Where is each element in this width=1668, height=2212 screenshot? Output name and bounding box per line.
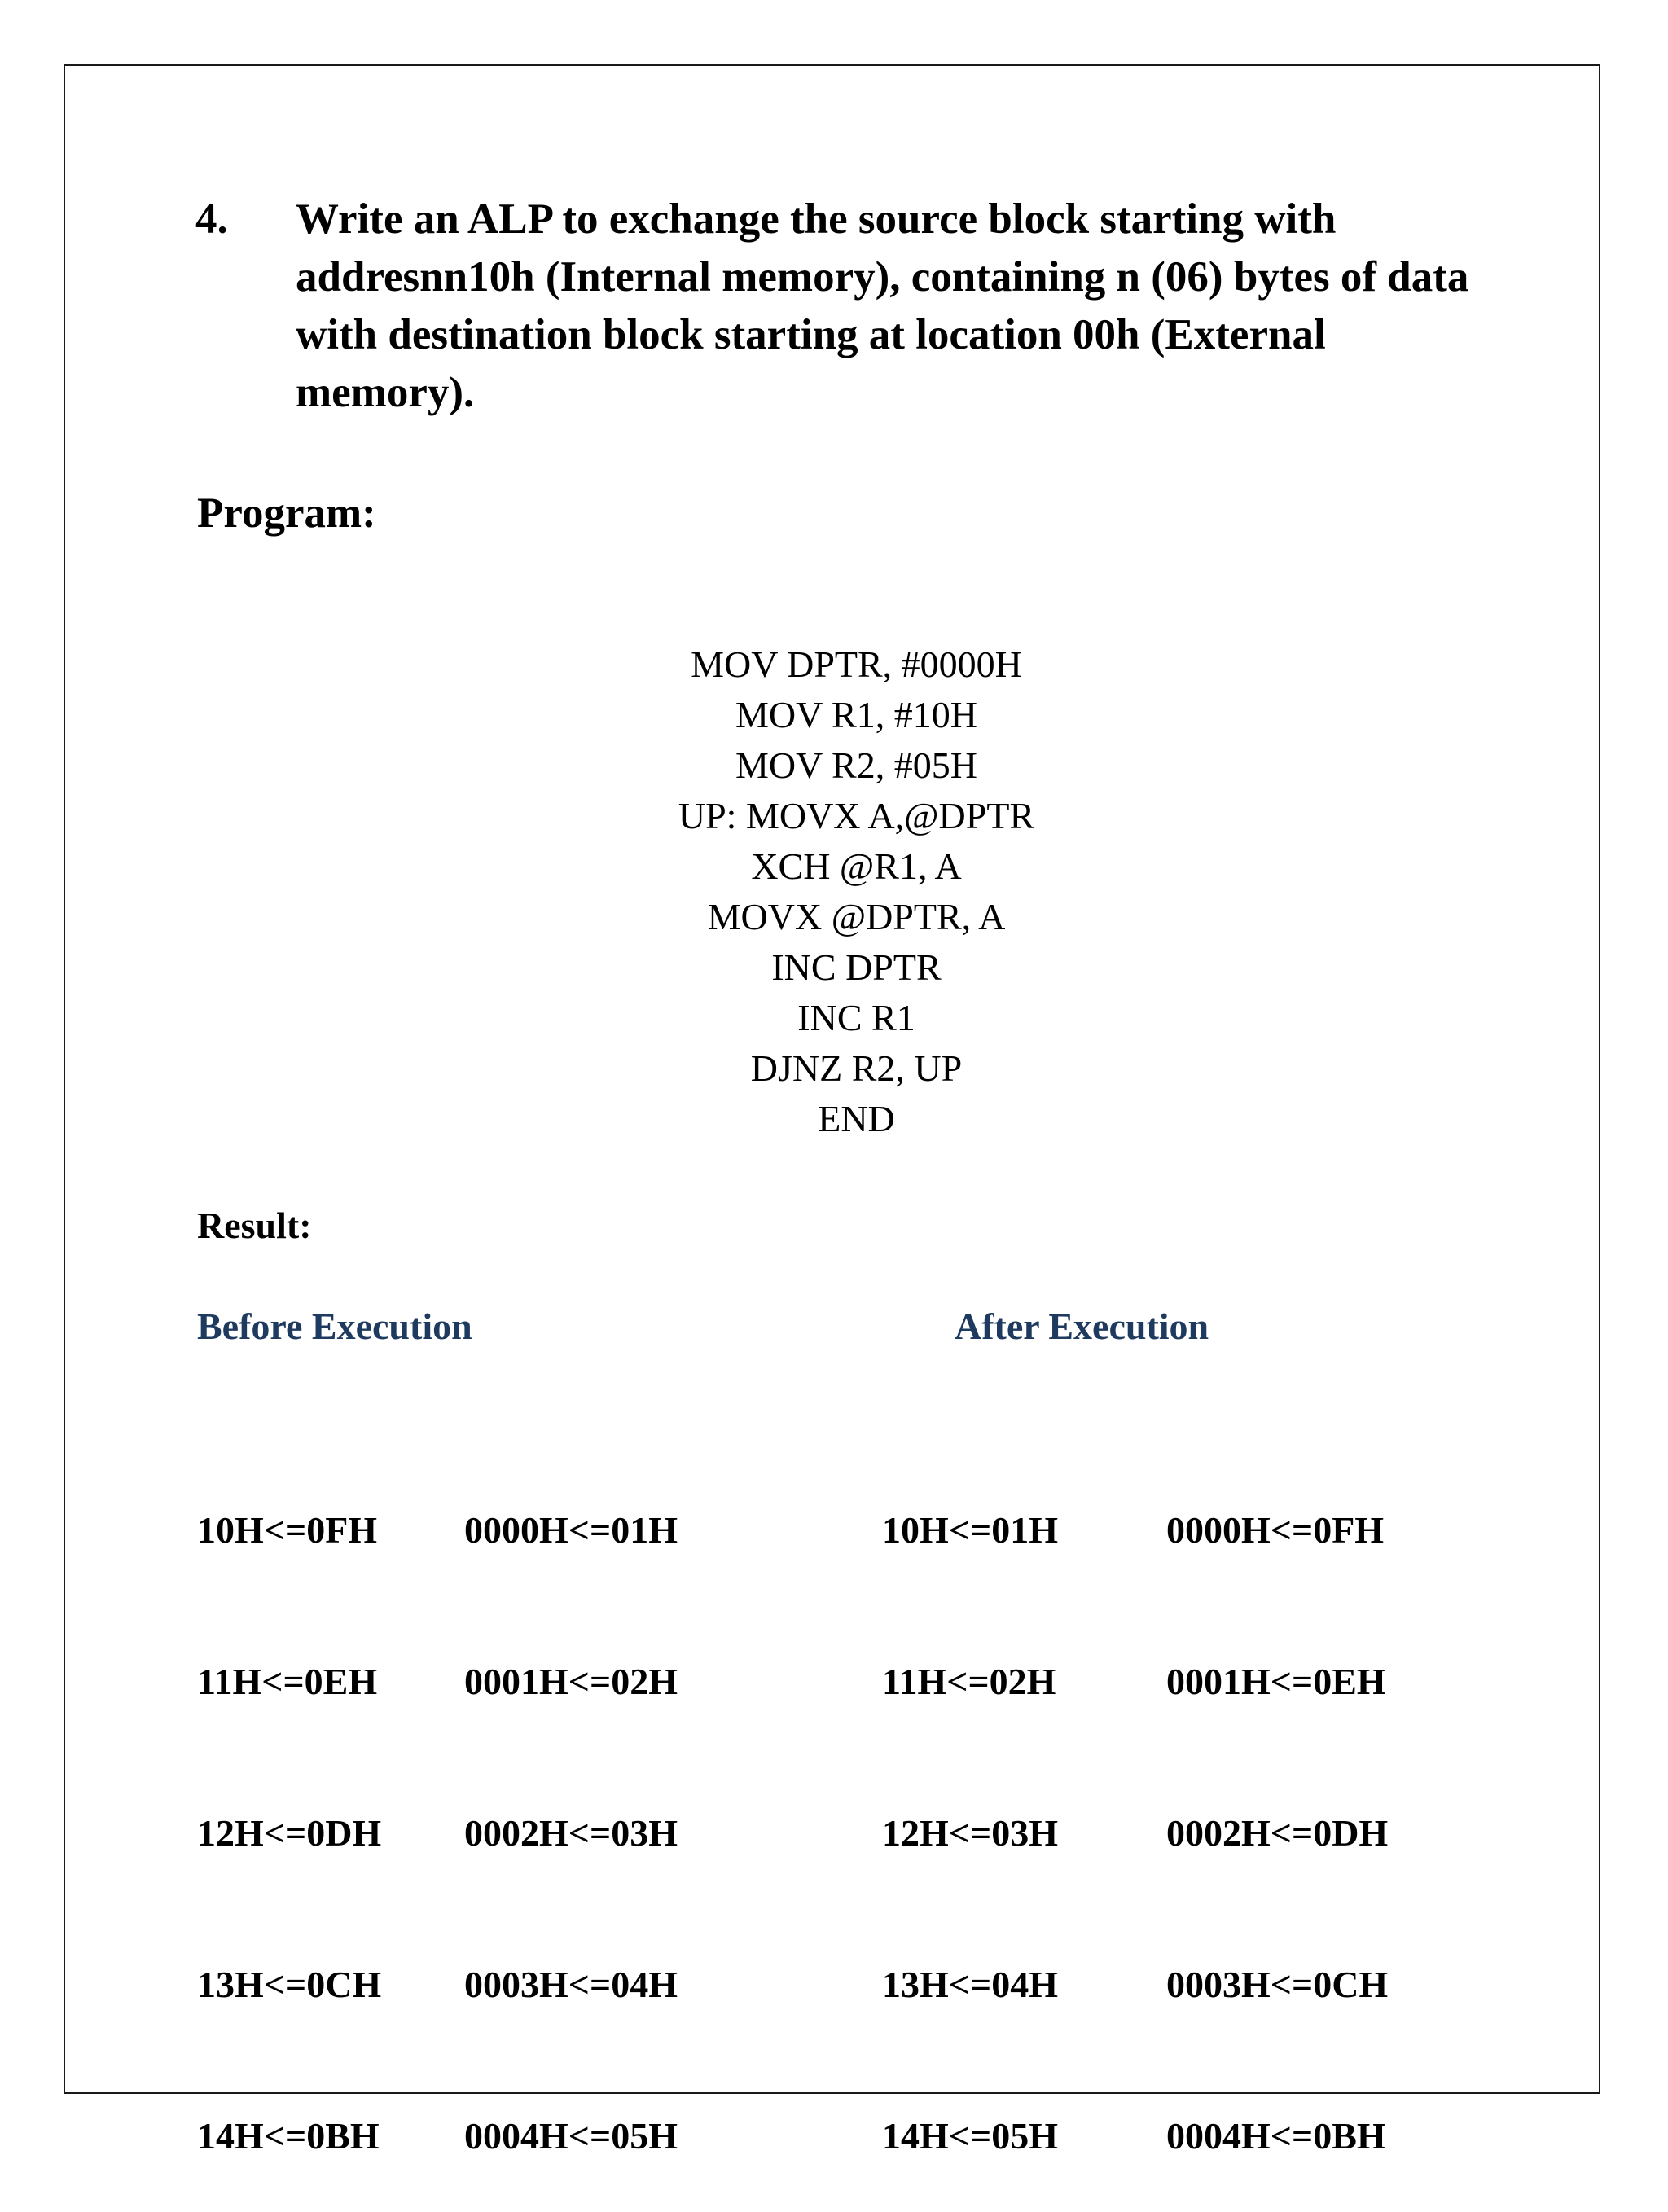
- memory-entry: 14H<=05H: [882, 2115, 1058, 2157]
- memory-entry: 0003H<=04H: [464, 1964, 678, 2005]
- code-line: MOV R1, #10H: [735, 694, 977, 735]
- code-line: MOV R2, #05H: [735, 744, 977, 786]
- code-line: XCH @R1, A: [751, 845, 962, 887]
- code-line: MOVX @DPTR, A: [707, 896, 1006, 937]
- memory-entry: 12H<=0DH: [197, 1812, 382, 1854]
- memory-entry: 0001H<=02H: [464, 1661, 678, 1702]
- before-internal-column: [197, 1404, 381, 2212]
- memory-entry: 10H<=0FH: [197, 1509, 378, 1551]
- code-line: MOV DPTR, #0000H: [691, 643, 1022, 685]
- memory-entry: 0002H<=0DH: [1166, 1812, 1389, 1854]
- result-heading: Result:: [197, 1205, 312, 1246]
- memory-entry: 0000H<=01H: [464, 1509, 678, 1551]
- memory-entry: 14H<=0BH: [197, 2115, 380, 2157]
- code-block: [0, 639, 1668, 1144]
- memory-entry: 12H<=03H: [882, 1812, 1058, 1854]
- memory-entry: 0004H<=05H: [464, 2115, 678, 2157]
- memory-entry: 0000H<=0FH: [1166, 1509, 1385, 1551]
- before-external-column: [464, 1404, 678, 2212]
- question: [195, 191, 1482, 422]
- after-external-column: [1166, 1404, 1388, 2212]
- code-line: INC DPTR: [771, 946, 942, 988]
- code-line: END: [818, 1098, 895, 1139]
- memory-entry: 13H<=0CH: [197, 1964, 382, 2005]
- program-heading: Program:: [197, 489, 376, 537]
- before-execution-heading: Before Execution: [197, 1306, 472, 1347]
- after-execution-heading: After Execution: [955, 1306, 1209, 1347]
- code-line: INC R1: [797, 997, 915, 1038]
- memory-entry: 11H<=02H: [882, 1661, 1056, 1702]
- memory-entry: 10H<=01H: [882, 1509, 1058, 1551]
- code-line: UP: MOVX A,@DPTR: [678, 795, 1035, 836]
- memory-entry: 13H<=04H: [882, 1964, 1058, 2005]
- memory-entry: 11H<=0EH: [197, 1661, 378, 1702]
- memory-entry: 0001H<=0EH: [1166, 1661, 1386, 1702]
- after-internal-column: [882, 1404, 1058, 2212]
- question-text: Write an ALP to exchange the source block starting with addresnn10h (Internal memory), containing n (06) bytes of data with destination block starting at location 00h (External memory).: [296, 195, 1469, 416]
- memory-entry: 0003H<=0CH: [1166, 1964, 1389, 2005]
- code-line: DJNZ R2, UP: [750, 1047, 963, 1089]
- memory-entry: 0004H<=0BH: [1166, 2115, 1386, 2157]
- memory-entry: 0002H<=03H: [464, 1812, 678, 1854]
- question-number: 4.: [195, 195, 228, 243]
